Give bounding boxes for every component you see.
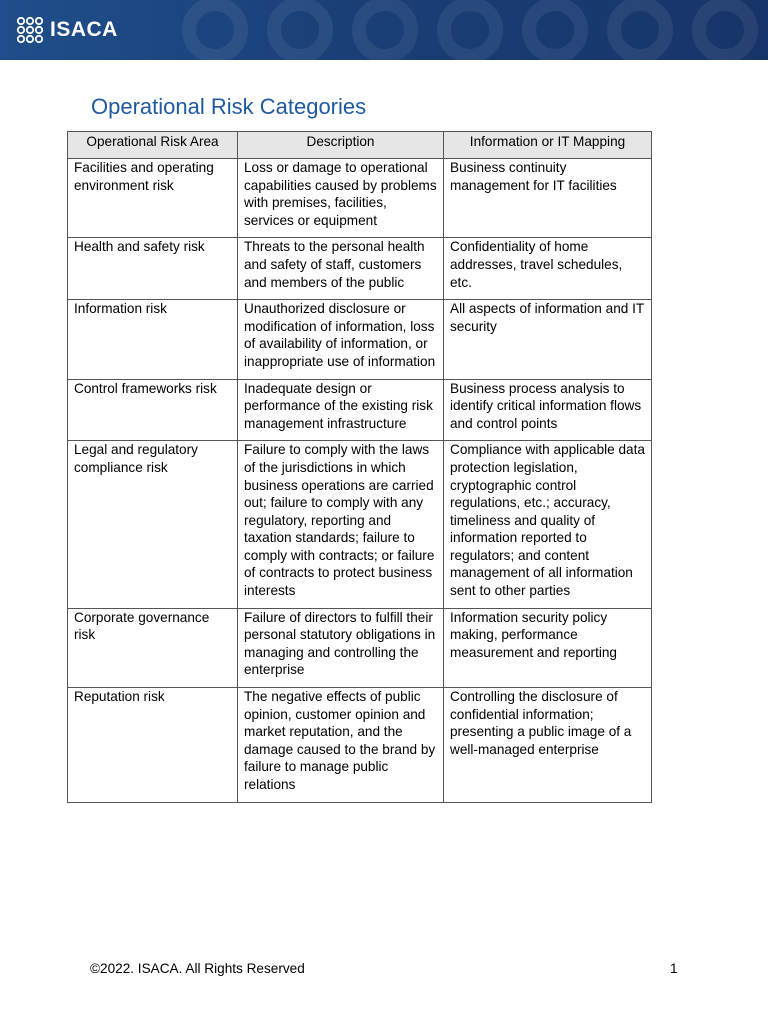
page-title: Operational Risk Categories bbox=[91, 94, 367, 119]
column-header-area: Operational Risk Area bbox=[68, 132, 238, 159]
mapping-cell: Business continuity management for IT facilities bbox=[444, 159, 652, 238]
table-row bbox=[68, 300, 652, 379]
mapping-cell: Controlling the disclosure of confidential information; presenting a public image of a well-managed enterprise bbox=[444, 688, 652, 803]
table-row bbox=[68, 159, 652, 238]
isaca-logo bbox=[16, 16, 118, 44]
table-row bbox=[68, 688, 652, 803]
mapping-cell: Information security policy making, performance measurement and reporting bbox=[444, 608, 652, 687]
description-cell: Unauthorized disclosure or modification of information, loss of availability of information, or inappropriate use of information bbox=[238, 300, 444, 379]
mapping-cell: All aspects of information and IT security bbox=[444, 300, 652, 379]
mapping-cell: Compliance with applicable data protection legislation, cryptographic control regulations, etc.; accuracy, timeliness and quality of information reported to regulators; and content management of all information sent to other parties bbox=[444, 441, 652, 608]
risk-area-cell: Corporate governance risk bbox=[68, 608, 238, 687]
footer-copyright: ©2022. ISACA. All Rights Reserved bbox=[90, 961, 305, 976]
risk-area-cell: Information risk bbox=[68, 300, 238, 379]
table-row bbox=[68, 441, 652, 608]
page-number: 1 bbox=[670, 961, 678, 976]
brand-name: ISACA bbox=[50, 18, 118, 41]
table-header-row bbox=[68, 132, 652, 159]
mapping-cell: Business process analysis to identify critical information flows and control points bbox=[444, 379, 652, 441]
column-header-mapping: Information or IT Mapping bbox=[444, 132, 652, 159]
table-row bbox=[68, 608, 652, 687]
risk-area-cell: Facilities and operating environment risk bbox=[68, 159, 238, 238]
description-cell: Threats to the personal health and safety of staff, customers and members of the public bbox=[238, 238, 444, 300]
column-header-description: Description bbox=[238, 132, 444, 159]
description-cell: The negative effects of public opinion, customer opinion and market reputation, and the damage caused to the brand by failure to manage public relations bbox=[238, 688, 444, 803]
table-row bbox=[68, 238, 652, 300]
table-row bbox=[68, 379, 652, 441]
risk-area-cell: Legal and regulatory compliance risk bbox=[68, 441, 238, 608]
mapping-cell: Confidentiality of home addresses, travel schedules, etc. bbox=[444, 238, 652, 300]
risk-area-cell: Reputation risk bbox=[68, 688, 238, 803]
description-cell: Inadequate design or performance of the existing risk management infrastructure bbox=[238, 379, 444, 441]
risk-area-cell: Control frameworks risk bbox=[68, 379, 238, 441]
risk-area-cell: Health and safety risk bbox=[68, 238, 238, 300]
isaca-logo-icon bbox=[16, 16, 44, 44]
description-cell: Failure of directors to fulfill their personal statutory obligations in managing and controlling the enterprise bbox=[238, 608, 444, 687]
description-cell: Loss or damage to operational capabilities caused by problems with premises, facilities, services or equipment bbox=[238, 159, 444, 238]
description-cell: Failure to comply with the laws of the jurisdictions in which business operations are carried out; failure to comply with any regulatory, reporting and taxation standards; failure to comply with contracts; or failure of contracts to protect business interests bbox=[238, 441, 444, 608]
operational-risk-table bbox=[67, 131, 652, 803]
header-banner bbox=[0, 0, 768, 60]
